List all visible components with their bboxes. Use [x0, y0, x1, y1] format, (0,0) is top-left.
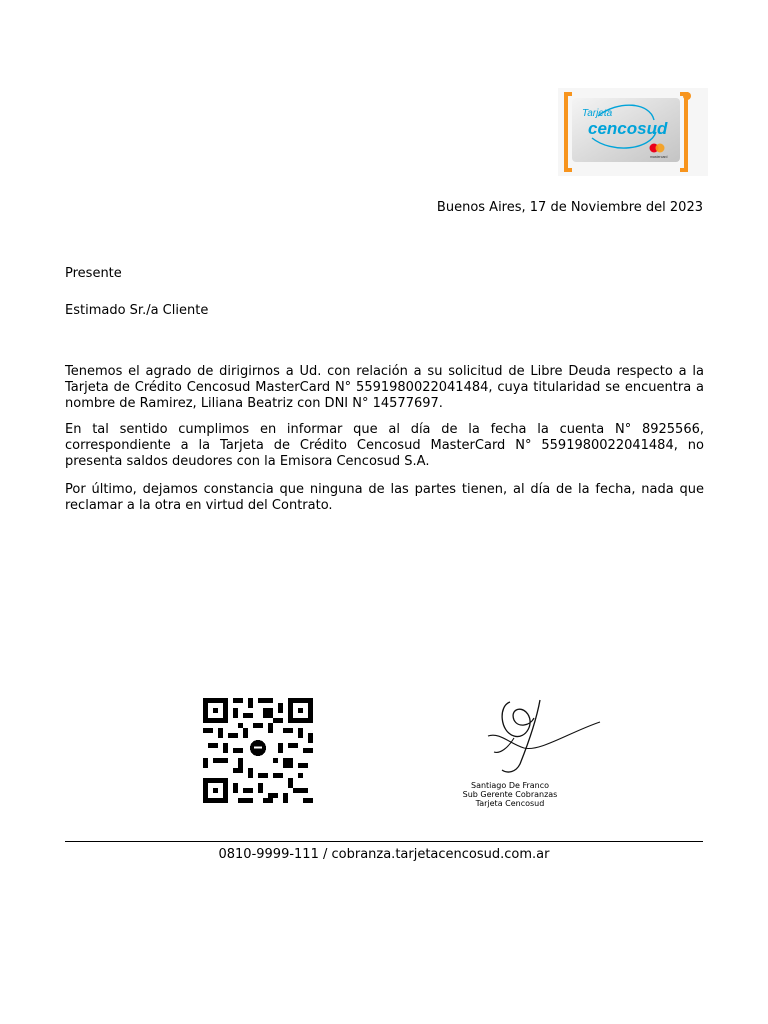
paragraph-request: Tenemos el agrado de dirigirnos a Ud. con relación a su solicitud de Libre Deuda respecto a la Tarjeta de Crédito Cencosud MasterCard N° 5591980022041484, cuya titularidad se encuentra a nombre de Ramirez, Liliana Beatriz con DNI N° 14577697. — [65, 364, 704, 411]
signatory-name: Santiago De Franco — [470, 781, 550, 790]
footer-contact: 0810-9999-111 / cobranza.tarjetacencosud.com.ar — [218, 847, 550, 862]
footer-divider — [65, 841, 703, 842]
logo-card-network: mastercard — [650, 155, 668, 159]
logo-brand-large: cencosud — [588, 119, 668, 138]
logo-brand-small: Tarjeta — [582, 108, 613, 119]
letter-date: Buenos Aires, 17 de Noviembre del 2023 — [436, 200, 703, 215]
signatory-company: Tarjeta Cencosud — [475, 799, 545, 808]
paragraph-closing: Por último, dejamos constancia que ninguna de las partes tienen, al día de la fecha, nada que reclamar a la otra en virtud del Contrato. — [65, 482, 704, 513]
signatory-position: Sub Gerente Cobranzas — [462, 790, 558, 799]
qr-code — [203, 698, 313, 803]
greeting-presente: Presente — [65, 266, 122, 281]
handwritten-signature — [480, 692, 606, 780]
greeting-cliente: Estimado Sr./a Cliente — [65, 303, 209, 318]
tarjeta-cencosud-logo — [558, 88, 708, 176]
mastercard-icon — [650, 144, 665, 153]
paragraph-account-status: En tal sentido cumplimos en informar que al día de la fecha la cuenta N° 8925566, correspondiente a la Tarjeta de Crédito Cencosud MasterCard N° 5591980022041484, no presenta saldos deudores con la Emisora Cencosud S.A. — [65, 422, 704, 469]
